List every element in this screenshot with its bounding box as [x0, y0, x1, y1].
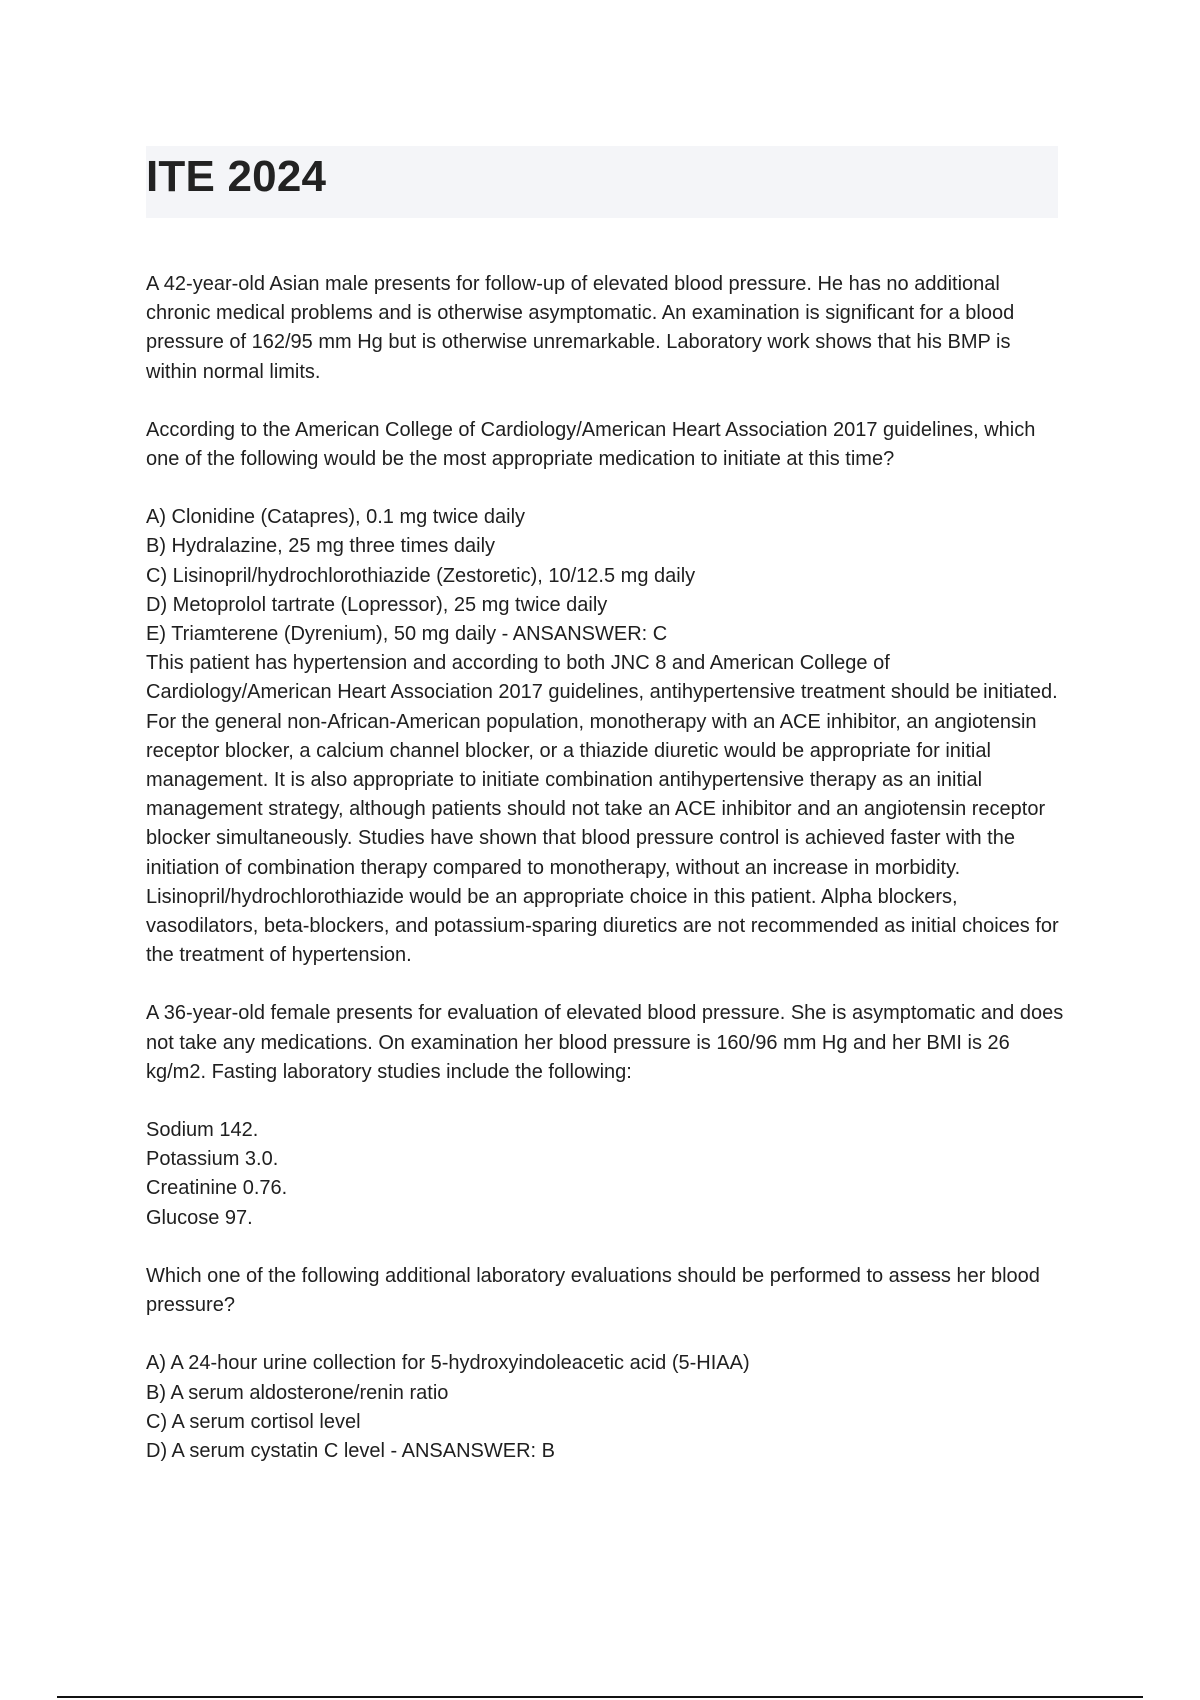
question-2-option-a: A) A 24-hour urine collection for 5-hydroxyindoleacetic acid (5-HIAA)	[146, 1352, 750, 1375]
question-1-option-b: B) Hydralazine, 25 mg three times daily	[146, 535, 496, 558]
lab-sodium: Sodium 142.	[146, 1119, 259, 1142]
question-2-option-c: C) A serum cortisol level	[146, 1410, 361, 1433]
spacer	[146, 1087, 1066, 1116]
spacer	[146, 970, 1066, 999]
lab-glucose: Glucose 97.	[146, 1206, 253, 1229]
question-1-option-d: D) Metoprolol tartrate (Lopressor), 25 mg twice daily	[146, 593, 608, 616]
page-bottom-divider	[57, 1696, 1143, 1698]
question-1-option-e: E) Triamterene (Dyrenium), 50 mg daily - ANSANSWER: C	[146, 623, 668, 646]
question-2-option-d: D) A serum cystatin C level - ANSANSWER: B	[146, 1439, 555, 1462]
question-2-option-b: B) A serum aldosterone/renin ratio	[146, 1381, 449, 1404]
question-1-explanation: This patient has hypertension and according to both JNC 8 and American College of Cardiology/American Heart Association 2017 guidelines, antihypertensive treatment should be initiated. For the general non-African-American population, monotherapy with an ACE inhibitor, an angiotensin receptor blocker, a calcium channel blocker, or a thiazide diuretic would be appropriate for initial management. It is also appropriate to initiate combination antihypertensive therapy as an initial management strategy, although patients should not take an ACE inhibitor and an angiotensin receptor blocker simultaneously. Studies have shown that blood pressure control is achieved faster with the initiation of combination therapy compared to monotherapy, without an increase in morbidity. Lisinopril/hydrochlorothiazide would be an appropriate choice in this patient. Alpha blockers, vasodilators, beta-blockers, and potassium-sparing diuretics are not recommended as initial choices for the treatment of hypertension.	[146, 652, 1059, 967]
spacer	[146, 387, 1066, 416]
document-body	[146, 270, 1066, 1466]
title-bar	[146, 146, 1058, 218]
question-1-prompt: According to the American College of Cardiology/American Heart Association 2017 guidelines, which one of the following would be the most appropriate medication to initiate at this time?	[146, 418, 1036, 471]
spacer	[146, 474, 1066, 503]
lab-creatinine: Creatinine 0.76.	[146, 1177, 288, 1200]
question-1-option-c: C) Lisinopril/hydrochlorothiazide (Zestoretic), 10/12.5 mg daily	[146, 564, 696, 587]
spacer	[146, 1233, 1066, 1262]
page-title: ITE 2024	[146, 152, 327, 201]
question-2-prompt: Which one of the following additional laboratory evaluations should be performed to assess her blood pressure?	[146, 1264, 1040, 1317]
lab-potassium: Potassium 3.0.	[146, 1148, 279, 1171]
question-2-stem: A 36-year-old female presents for evaluation of elevated blood pressure. She is asymptomatic and does not take any medications. On examination her blood pressure is 160/96 mm Hg and her BMI is 26 kg/m2. Fasting laboratory studies include the following:	[146, 1002, 1064, 1083]
question-1-stem: A 42-year-old Asian male presents for follow-up of elevated blood pressure. He has no additional chronic medical problems and is otherwise asymptomatic. An examination is significant for a blood pressure of 162/95 mm Hg but is otherwise unremarkable. Laboratory work shows that his BMP is within normal limits.	[146, 273, 1015, 383]
spacer	[146, 1320, 1066, 1349]
question-1-option-a: A) Clonidine (Catapres), 0.1 mg twice daily	[146, 506, 526, 529]
